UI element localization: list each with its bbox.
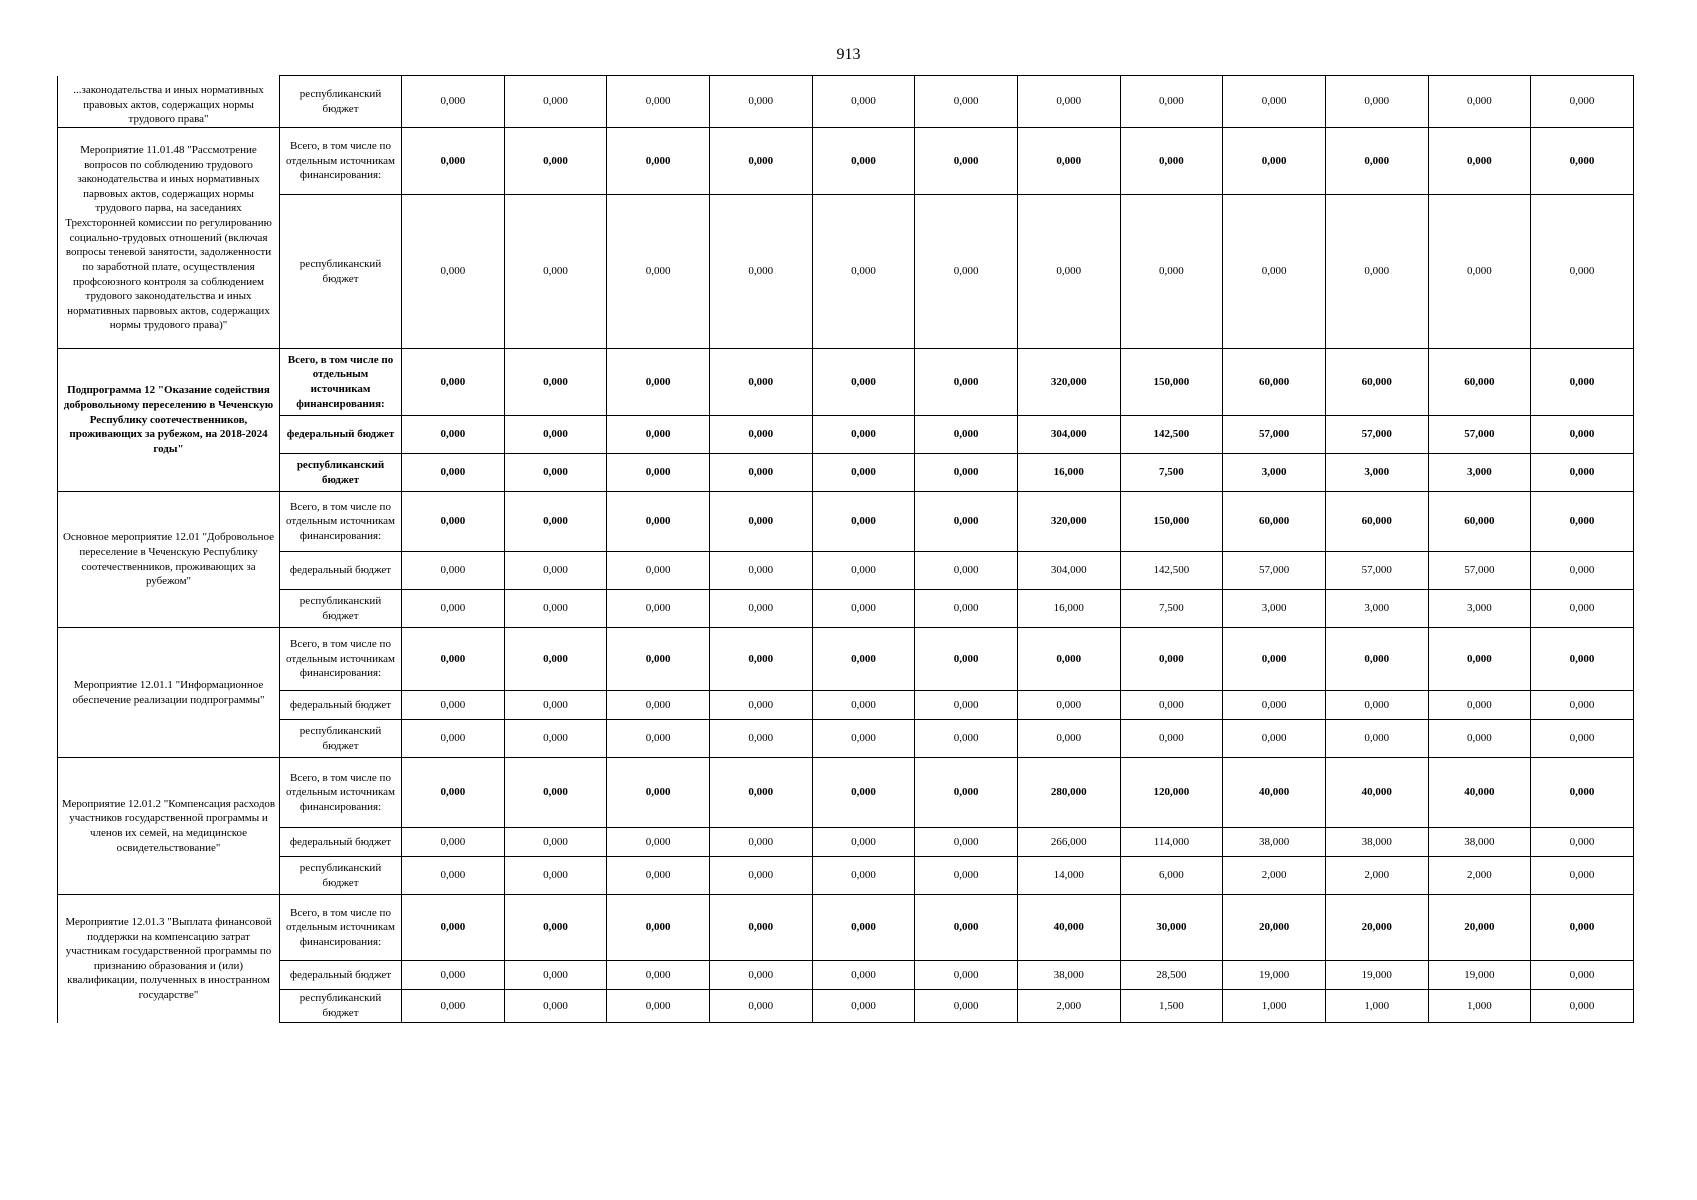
value-cell: 0,000 (1223, 76, 1326, 128)
value-cell: 0,000 (812, 552, 915, 590)
funding-source-cell: республиканский бюджет (280, 454, 402, 492)
funding-source-cell: Всего, в том числе по отдельным источникам финансирования: (280, 758, 402, 828)
value-cell: 0,000 (812, 195, 915, 349)
value-cell: 2,000 (1017, 990, 1120, 1023)
budget-table-container (57, 75, 1634, 1023)
value-cell: 0,000 (1325, 76, 1428, 128)
value-cell: 0,000 (915, 454, 1018, 492)
value-cell: 320,000 (1017, 492, 1120, 552)
value-cell: 0,000 (812, 628, 915, 691)
value-cell: 0,000 (504, 857, 607, 895)
value-cell: 0,000 (1531, 492, 1634, 552)
value-cell: 0,000 (915, 691, 1018, 720)
value-cell: 0,000 (1531, 195, 1634, 349)
value-cell: 142,500 (1120, 416, 1223, 454)
value-cell: 280,000 (1017, 758, 1120, 828)
value-cell: 0,000 (607, 195, 710, 349)
value-cell: 0,000 (504, 961, 607, 990)
value-cell: 0,000 (1223, 628, 1326, 691)
value-cell: 0,000 (1223, 195, 1326, 349)
value-cell: 0,000 (1017, 691, 1120, 720)
value-cell: 0,000 (812, 76, 915, 128)
value-cell: 0,000 (402, 895, 505, 961)
value-cell: 0,000 (607, 895, 710, 961)
value-cell: 1,000 (1428, 990, 1531, 1023)
value-cell: 142,500 (1120, 552, 1223, 590)
value-cell: 38,000 (1325, 828, 1428, 857)
value-cell: 0,000 (402, 128, 505, 195)
value-cell: 0,000 (607, 628, 710, 691)
value-cell: 0,000 (1531, 691, 1634, 720)
value-cell: 3,000 (1325, 454, 1428, 492)
value-cell: 150,000 (1120, 492, 1223, 552)
value-cell: 0,000 (1223, 128, 1326, 195)
value-cell: 0,000 (504, 720, 607, 758)
table-row (58, 76, 1634, 128)
value-cell: 0,000 (709, 828, 812, 857)
value-cell: 0,000 (812, 857, 915, 895)
value-cell: 3,000 (1223, 590, 1326, 628)
value-cell: 0,000 (607, 454, 710, 492)
value-cell: 14,000 (1017, 857, 1120, 895)
value-cell: 0,000 (607, 416, 710, 454)
value-cell: 0,000 (402, 552, 505, 590)
table-row (58, 628, 1634, 691)
program-name-cell: Подпрограмма 12 "Оказание содействия добровольному переселению в Чеченскую Республику соотечественников, проживающих за рубежом, на 2018-2024 годы" (58, 349, 280, 492)
value-cell: 60,000 (1325, 492, 1428, 552)
value-cell: 0,000 (812, 492, 915, 552)
value-cell: 0,000 (607, 857, 710, 895)
funding-source-cell: федеральный бюджет (280, 552, 402, 590)
value-cell: 2,000 (1428, 857, 1531, 895)
value-cell: 60,000 (1428, 492, 1531, 552)
value-cell: 0,000 (1531, 857, 1634, 895)
value-cell: 0,000 (709, 990, 812, 1023)
value-cell: 38,000 (1223, 828, 1326, 857)
value-cell: 0,000 (709, 454, 812, 492)
value-cell: 3,000 (1325, 590, 1428, 628)
value-cell: 0,000 (402, 76, 505, 128)
value-cell: 0,000 (915, 720, 1018, 758)
value-cell: 0,000 (915, 828, 1018, 857)
value-cell: 0,000 (1017, 128, 1120, 195)
budget-table (57, 75, 1634, 1023)
value-cell: 0,000 (915, 76, 1018, 128)
value-cell: 57,000 (1428, 552, 1531, 590)
value-cell: 1,500 (1120, 990, 1223, 1023)
value-cell: 0,000 (1531, 590, 1634, 628)
value-cell: 114,000 (1120, 828, 1223, 857)
value-cell: 0,000 (1325, 128, 1428, 195)
value-cell: 0,000 (607, 990, 710, 1023)
value-cell: 20,000 (1428, 895, 1531, 961)
value-cell: 0,000 (1428, 628, 1531, 691)
value-cell: 0,000 (1531, 720, 1634, 758)
value-cell: 0,000 (915, 195, 1018, 349)
value-cell: 0,000 (607, 758, 710, 828)
value-cell: 0,000 (504, 492, 607, 552)
value-cell: 0,000 (812, 416, 915, 454)
value-cell: 0,000 (504, 895, 607, 961)
value-cell: 40,000 (1428, 758, 1531, 828)
value-cell: 0,000 (402, 590, 505, 628)
table-row (58, 492, 1634, 552)
program-name-cell: Мероприятие 11.01.48 "Рассмотрение вопросов по соблюдению трудового законодательства и иных нормативных парвовых актов, содержащих нормы трудового парва, на заседаниях Трехсторонней комиссии по регулированию социально-трудовых отношений (включая вопросы теневой занятости, задолженности по заработной плате, осуществления профсоюзного контроля за соблюдением трудового законодательства и иных нормативных парвовых актов, содержащих нормы трудового права)" (58, 128, 280, 349)
value-cell: 0,000 (1531, 758, 1634, 828)
table-row (58, 758, 1634, 828)
value-cell: 0,000 (1120, 128, 1223, 195)
value-cell: 0,000 (607, 590, 710, 628)
value-cell: 0,000 (504, 349, 607, 416)
program-name-cell: Основное мероприятие 12.01 "Добровольное переселение в Чеченскую Республику соотечественников, проживающих за рубежом" (58, 492, 280, 628)
value-cell: 1,000 (1223, 990, 1326, 1023)
value-cell: 0,000 (1531, 961, 1634, 990)
value-cell: 0,000 (1223, 691, 1326, 720)
table-row (58, 961, 1634, 990)
value-cell: 0,000 (1428, 76, 1531, 128)
value-cell: 0,000 (812, 720, 915, 758)
value-cell: 0,000 (607, 961, 710, 990)
funding-source-cell: Всего, в том числе по отдельным источникам финансирования: (280, 128, 402, 195)
program-name-cell: ...законодательства и иных нормативных правовых актов, содержащих нормы трудового права" (58, 76, 280, 128)
value-cell: 0,000 (402, 492, 505, 552)
value-cell: 0,000 (1120, 628, 1223, 691)
value-cell: 0,000 (709, 128, 812, 195)
value-cell: 0,000 (812, 454, 915, 492)
value-cell: 3,000 (1223, 454, 1326, 492)
value-cell: 0,000 (915, 492, 1018, 552)
table-row (58, 416, 1634, 454)
value-cell: 16,000 (1017, 454, 1120, 492)
value-cell: 0,000 (812, 758, 915, 828)
value-cell: 0,000 (402, 691, 505, 720)
value-cell: 0,000 (402, 758, 505, 828)
value-cell: 0,000 (915, 349, 1018, 416)
value-cell: 0,000 (402, 349, 505, 416)
value-cell: 0,000 (1017, 195, 1120, 349)
value-cell: 0,000 (709, 590, 812, 628)
value-cell: 0,000 (812, 128, 915, 195)
value-cell: 0,000 (709, 349, 812, 416)
value-cell: 0,000 (1325, 691, 1428, 720)
value-cell: 0,000 (1531, 990, 1634, 1023)
funding-source-cell: республиканский бюджет (280, 990, 402, 1023)
table-row (58, 990, 1634, 1023)
value-cell: 60,000 (1223, 492, 1326, 552)
table-row (58, 454, 1634, 492)
value-cell: 57,000 (1325, 416, 1428, 454)
value-cell: 0,000 (1017, 720, 1120, 758)
value-cell: 0,000 (812, 691, 915, 720)
value-cell: 0,000 (709, 416, 812, 454)
value-cell: 60,000 (1325, 349, 1428, 416)
value-cell: 0,000 (1017, 76, 1120, 128)
value-cell: 28,500 (1120, 961, 1223, 990)
value-cell: 60,000 (1428, 349, 1531, 416)
value-cell: 0,000 (1531, 628, 1634, 691)
value-cell: 0,000 (504, 628, 607, 691)
value-cell: 0,000 (1531, 416, 1634, 454)
value-cell: 120,000 (1120, 758, 1223, 828)
table-row (58, 590, 1634, 628)
value-cell: 60,000 (1223, 349, 1326, 416)
value-cell: 0,000 (709, 720, 812, 758)
value-cell: 0,000 (607, 828, 710, 857)
value-cell: 57,000 (1428, 416, 1531, 454)
table-row (58, 195, 1634, 349)
value-cell: 0,000 (504, 416, 607, 454)
value-cell: 0,000 (709, 691, 812, 720)
value-cell: 3,000 (1428, 590, 1531, 628)
value-cell: 0,000 (1120, 195, 1223, 349)
value-cell: 6,000 (1120, 857, 1223, 895)
table-row (58, 720, 1634, 758)
value-cell: 0,000 (504, 828, 607, 857)
value-cell: 0,000 (504, 76, 607, 128)
table-row (58, 895, 1634, 961)
value-cell: 0,000 (1120, 720, 1223, 758)
value-cell: 0,000 (915, 416, 1018, 454)
value-cell: 0,000 (1531, 895, 1634, 961)
value-cell: 40,000 (1223, 758, 1326, 828)
table-row (58, 349, 1634, 416)
value-cell: 266,000 (1017, 828, 1120, 857)
value-cell: 0,000 (402, 828, 505, 857)
value-cell: 20,000 (1223, 895, 1326, 961)
value-cell: 30,000 (1120, 895, 1223, 961)
value-cell: 0,000 (607, 349, 710, 416)
value-cell: 0,000 (709, 76, 812, 128)
table-row (58, 128, 1634, 195)
value-cell: 0,000 (709, 857, 812, 895)
value-cell: 0,000 (504, 128, 607, 195)
value-cell: 0,000 (709, 758, 812, 828)
value-cell: 0,000 (504, 195, 607, 349)
value-cell: 40,000 (1017, 895, 1120, 961)
value-cell: 2,000 (1223, 857, 1326, 895)
value-cell: 7,500 (1120, 454, 1223, 492)
value-cell: 19,000 (1223, 961, 1326, 990)
value-cell: 0,000 (1223, 720, 1326, 758)
value-cell: 0,000 (402, 454, 505, 492)
value-cell: 2,000 (1325, 857, 1428, 895)
value-cell: 0,000 (709, 552, 812, 590)
value-cell: 0,000 (709, 895, 812, 961)
value-cell: 0,000 (1428, 128, 1531, 195)
funding-source-cell: Всего, в том числе по отдельным источникам финансирования: (280, 895, 402, 961)
value-cell: 0,000 (504, 990, 607, 1023)
page-number: 913 (836, 46, 861, 63)
table-body (58, 76, 1634, 1023)
funding-source-cell: республиканский бюджет (280, 720, 402, 758)
table-row (58, 552, 1634, 590)
value-cell: 0,000 (709, 492, 812, 552)
value-cell: 304,000 (1017, 416, 1120, 454)
value-cell: 3,000 (1428, 454, 1531, 492)
value-cell: 0,000 (915, 857, 1018, 895)
value-cell: 0,000 (1325, 720, 1428, 758)
value-cell: 0,000 (504, 590, 607, 628)
value-cell: 0,000 (1120, 691, 1223, 720)
value-cell: 0,000 (915, 961, 1018, 990)
value-cell: 0,000 (402, 990, 505, 1023)
value-cell: 0,000 (915, 628, 1018, 691)
value-cell: 38,000 (1428, 828, 1531, 857)
value-cell: 0,000 (812, 895, 915, 961)
value-cell: 0,000 (402, 628, 505, 691)
value-cell: 0,000 (1428, 195, 1531, 349)
value-cell: 0,000 (1531, 76, 1634, 128)
funding-source-cell: федеральный бюджет (280, 828, 402, 857)
program-name-cell: Мероприятие 12.01.2 "Компенсация расходов участников государственной программы и членов их семей, на медицинское освидетельствование" (58, 758, 280, 895)
value-cell: 0,000 (812, 828, 915, 857)
program-name-cell: Мероприятие 12.01.3 "Выплата финансовой поддержки на компенсацию затрат участникам государственной программы по признанию образования и (или) квалификации, полученных в иностранном государстве" (58, 895, 280, 1023)
value-cell: 0,000 (607, 128, 710, 195)
value-cell: 0,000 (607, 492, 710, 552)
value-cell: 0,000 (504, 552, 607, 590)
value-cell: 0,000 (812, 961, 915, 990)
value-cell: 0,000 (915, 758, 1018, 828)
value-cell: 0,000 (1531, 828, 1634, 857)
value-cell: 0,000 (607, 76, 710, 128)
value-cell: 0,000 (1531, 454, 1634, 492)
funding-source-cell: республиканский бюджет (280, 857, 402, 895)
value-cell: 0,000 (402, 416, 505, 454)
value-cell: 0,000 (1325, 195, 1428, 349)
value-cell: 0,000 (402, 961, 505, 990)
value-cell: 0,000 (812, 349, 915, 416)
value-cell: 1,000 (1325, 990, 1428, 1023)
value-cell: 20,000 (1325, 895, 1428, 961)
funding-source-cell: федеральный бюджет (280, 961, 402, 990)
value-cell: 0,000 (607, 691, 710, 720)
table-row (58, 691, 1634, 720)
funding-source-cell: Всего, в том числе по отдельным источникам финансирования: (280, 492, 402, 552)
value-cell: 0,000 (504, 454, 607, 492)
value-cell: 57,000 (1325, 552, 1428, 590)
value-cell: 0,000 (1428, 691, 1531, 720)
value-cell: 19,000 (1325, 961, 1428, 990)
value-cell: 19,000 (1428, 961, 1531, 990)
value-cell: 150,000 (1120, 349, 1223, 416)
value-cell: 0,000 (812, 990, 915, 1023)
funding-source-cell: республиканский бюджет (280, 76, 402, 128)
value-cell: 0,000 (812, 590, 915, 628)
value-cell: 0,000 (1531, 349, 1634, 416)
value-cell: 0,000 (1325, 628, 1428, 691)
value-cell: 0,000 (915, 128, 1018, 195)
value-cell: 0,000 (1531, 552, 1634, 590)
value-cell: 0,000 (504, 691, 607, 720)
value-cell: 0,000 (915, 895, 1018, 961)
value-cell: 320,000 (1017, 349, 1120, 416)
funding-source-cell: республиканский бюджет (280, 195, 402, 349)
value-cell: 0,000 (709, 628, 812, 691)
value-cell: 16,000 (1017, 590, 1120, 628)
value-cell: 38,000 (1017, 961, 1120, 990)
value-cell: 0,000 (402, 195, 505, 349)
value-cell: 0,000 (709, 961, 812, 990)
funding-source-cell: Всего, в том числе по отдельным источникам финансирования: (280, 628, 402, 691)
funding-source-cell: республиканский бюджет (280, 590, 402, 628)
value-cell: 0,000 (504, 758, 607, 828)
value-cell: 0,000 (709, 195, 812, 349)
value-cell: 0,000 (915, 552, 1018, 590)
value-cell: 0,000 (1428, 720, 1531, 758)
funding-source-cell: Всего, в том числе по отдельным источникам финансирования: (280, 349, 402, 416)
value-cell: 57,000 (1223, 416, 1326, 454)
table-row (58, 857, 1634, 895)
value-cell: 7,500 (1120, 590, 1223, 628)
value-cell: 0,000 (1017, 628, 1120, 691)
value-cell: 0,000 (607, 720, 710, 758)
value-cell: 0,000 (1531, 128, 1634, 195)
table-row (58, 828, 1634, 857)
program-name-cell: Мероприятие 12.01.1 "Информационное обеспечение реализации подпрограммы" (58, 628, 280, 758)
value-cell: 0,000 (607, 552, 710, 590)
value-cell: 0,000 (402, 720, 505, 758)
value-cell: 0,000 (915, 590, 1018, 628)
value-cell: 57,000 (1223, 552, 1326, 590)
value-cell: 0,000 (402, 857, 505, 895)
funding-source-cell: федеральный бюджет (280, 416, 402, 454)
value-cell: 40,000 (1325, 758, 1428, 828)
value-cell: 0,000 (915, 990, 1018, 1023)
funding-source-cell: федеральный бюджет (280, 691, 402, 720)
value-cell: 0,000 (1120, 76, 1223, 128)
value-cell: 304,000 (1017, 552, 1120, 590)
